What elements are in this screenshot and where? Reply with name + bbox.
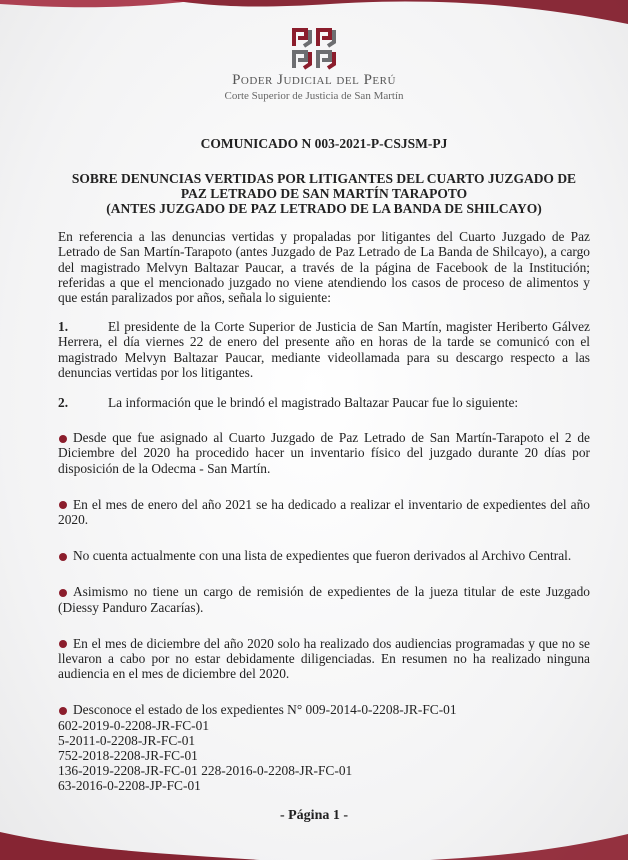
point-text: El presidente de la Corte Superior de Justicia de San Martín, magister Heriberto Gálvez Herrera, el día viernes 22 de enero del presente año en horas de la tarde se comunicó con el magistrado Melvyn Baltazar Paucar, mediante videollamada para su descargo respecto a las denuncias vertidas por los litigantes. (58, 319, 590, 380)
bullet-dot-icon (59, 640, 67, 648)
bullet-dot-icon (59, 553, 67, 561)
document-header (0, 26, 628, 102)
bottom-decorative-band (0, 820, 628, 860)
case-number: 136-2019-2208-JR-FC-01 228-2016-0-2208-JR-FC-01 (58, 763, 353, 779)
organization-name: Poder Judicial del Perú (232, 72, 396, 88)
organization-subtitle: Corte Superior de Justicia de San Martín (224, 90, 404, 102)
bullet-text: No cuenta actualmente con una lista de expedientes que fueron derivados al Archivo Central. (73, 548, 572, 564)
poder-judicial-logo-icon (290, 26, 338, 70)
point-2 (58, 395, 590, 410)
intro-paragraph: En referencia a las denuncias vertidas y propaladas por litigantes del Cuarto Juzgado de Paz Letrado de San Martín-Tarapoto (antes Juzgado de Paz Letrado de La Banda de Shilcayo), a cargo del magistrado Melvyn Baltazar Paucar, a través de la página de Facebook de la Institución; referidas a que el mencionado juzgado no viene atendiendo los casos de proceso de alimentos y que están paralizados por años, señala lo siguiente: (58, 229, 590, 306)
case-number: 602-2019-0-2208-JR-FC-01 (58, 717, 210, 733)
communique-title: COMUNICADO N 003-2021-P-CSJSM-PJ (200, 136, 448, 151)
page-number: - Página 1 - (279, 808, 349, 823)
point-number: 2. (58, 395, 69, 411)
bullet-text: Asimismo no tiene un cargo de remisión de expedientes de la jueza titular de este Juzgado (Diessy Panduro Zacarías). (58, 584, 590, 615)
bullet-text: En el mes de diciembre del año 2020 solo ha realizado dos audiencias programadas y que no se llevaron a cabo por no estar debidamente diligenciadas. En resumen no ha realizado ninguna audiencia en el mes de diciembre del 2020. (58, 635, 590, 682)
case-number: 5-2011-0-2208-JR-FC-01 (58, 732, 196, 748)
subtitle-line: (ANTES JUZGADO DE PAZ LETRADO DE LA BANDA DE SHILCAYO) (106, 201, 542, 217)
subtitle-line: PAZ LETRADO DE SAN MARTÍN TARAPOTO (180, 186, 468, 202)
document-body (58, 136, 590, 794)
case-number: 752-2018-2208-JR-FC-01 (58, 748, 198, 764)
case-number: 63-2016-0-2208-JP-FC-01 (58, 778, 201, 794)
subtitle-line: SOBRE DENUNCIAS VERTIDAS POR LITIGANTES DEL CUARTO JUZGADO DE (71, 171, 577, 187)
bullet-dot-icon (59, 501, 67, 509)
point-1 (58, 319, 590, 380)
point-text: La información que le brindó el magistrado Baltazar Paucar fue lo siguiente: (108, 395, 519, 411)
case-intro-text: Desconoce el estado de los expedientes N° 009-2014-0-2208-JR-FC-01 (73, 702, 457, 718)
case-list-intro (58, 702, 590, 717)
bullet-dot-icon (59, 435, 67, 443)
bullet-item (58, 548, 590, 563)
communique-subtitle (58, 171, 590, 216)
bullet-item (58, 430, 590, 476)
bullet-item (58, 636, 590, 682)
bullet-dot-icon (59, 589, 67, 597)
bullet-item (58, 497, 590, 527)
bullet-dot-icon (59, 707, 67, 715)
point-number: 1. (58, 319, 69, 335)
case-list (58, 702, 590, 793)
bullet-text: En el mes de enero del año 2021 se ha dedicado a realizar el inventario de expedientes del año 2020. (58, 496, 590, 528)
bullet-item (58, 584, 590, 614)
bullet-text: Desde que fue asignado al Cuarto Juzgado de Paz Letrado de San Martín-Tarapoto el 2 de Diciembre del 2020 ha procedido hacer un inventario físico del juzgado durante 20 días por disposición de la Odecma - San Martín. (58, 430, 590, 476)
